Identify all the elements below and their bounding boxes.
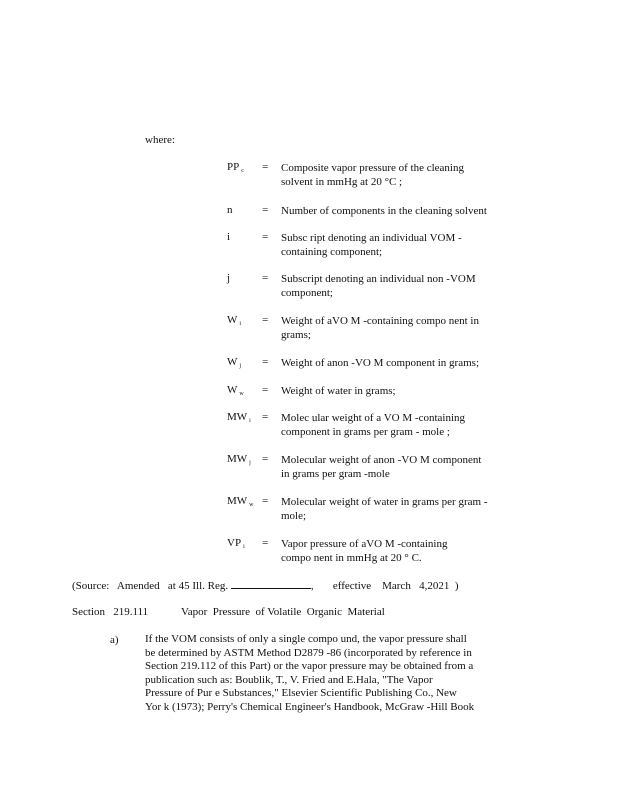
symbol-main: i (227, 231, 231, 243)
symbol-subscript: i (239, 321, 242, 327)
symbol-main: VP (227, 537, 242, 549)
definition-symbol (227, 536, 245, 555)
definition-symbol (227, 452, 251, 471)
symbol-subscript: w (239, 391, 244, 397)
definition-text: Subscript denoting an individual non -VOM component; (281, 273, 476, 299)
symbol-main: MW (227, 495, 248, 507)
definition-text: Number of components in the cleaning solvent (281, 205, 487, 217)
symbol-main: W (227, 384, 238, 396)
symbol-subscript: i (243, 544, 245, 550)
definition-text: Composite vapor pressure of the cleaning solvent in mmHg at 20 °C ; (281, 162, 464, 188)
definition-symbol (227, 271, 232, 290)
symbol-main: PP (227, 161, 240, 173)
definition-text: Molecular weight of water in grams per gram - mole; (281, 496, 488, 522)
source-note (72, 578, 459, 594)
equals-sign: = (262, 272, 269, 284)
symbol-subscript: j (249, 460, 251, 466)
definition-text: Molecular weight of anon -VO M component in grams per gram -mole (281, 454, 482, 480)
definition-text: Molec ular weight of a VO M -containing component in grams per gram - mole ; (281, 412, 466, 438)
equals-sign: = (262, 453, 269, 465)
definition-text: Weight of water in grams; (281, 385, 396, 397)
equals-sign: = (262, 161, 269, 173)
definition-symbol (227, 230, 232, 249)
definition-symbol (227, 410, 251, 429)
definition-symbol (227, 355, 241, 374)
equals-sign: = (262, 384, 269, 396)
symbol-subscript: w (249, 502, 254, 508)
symbol-subscript: i (249, 418, 251, 424)
source-suffix: , effective March 4,2021 ) (310, 580, 459, 592)
equals-sign: = (262, 495, 269, 507)
equals-sign: = (262, 204, 269, 216)
equals-sign: = (262, 411, 269, 423)
definition-symbol (227, 494, 254, 513)
section-number: Section 219.111 (72, 606, 149, 618)
definition-symbol (227, 313, 241, 332)
source-blank (231, 578, 311, 589)
where-label: where: (145, 134, 175, 146)
definition-symbol (227, 383, 244, 402)
symbol-subscript: c (241, 168, 244, 174)
definition-symbol (227, 160, 244, 179)
symbol-main: MW (227, 411, 248, 423)
item-paragraph: If the VOM consists of only a single compo und, the vapor pressure shall be determined by ASTM Method D2879 -86 (incorporated by reference in Section 219.112 of this Part) or the vapor pressure may be obtained from a publication such as: Boublik, T., V. Fried and E.Hala, "The Vapor Pressure of Pur e Substances," Elsevier Scientific Publishing Co., New Yor k (1973); Perry's Chemical Engineer's Handbook, McGraw -Hill Book (145, 633, 475, 713)
equals-sign: = (262, 356, 269, 368)
item-label: a) (110, 634, 119, 646)
definition-text: Subsc ript denoting an individual VOM - containing component; (281, 232, 462, 258)
symbol-main: MW (227, 453, 248, 465)
section-title: Vapor Pressure of Volatile Organic Material (181, 606, 385, 618)
definition-symbol (227, 203, 235, 222)
symbol-main: W (227, 356, 238, 368)
symbol-main: j (227, 272, 231, 284)
equals-sign: = (262, 231, 269, 243)
symbol-main: W (227, 314, 238, 326)
symbol-subscript: j (239, 363, 242, 369)
definition-text: Weight of anon -VO M component in grams; (281, 357, 479, 369)
definition-text: Weight of aVO M -containing compo nent in grams; (281, 315, 479, 341)
equals-sign: = (262, 537, 269, 549)
symbol-main: n (227, 204, 233, 216)
equals-sign: = (262, 314, 269, 326)
source-prefix: (Source: Amended at 45 Ill. Reg. (72, 580, 229, 592)
definition-text: Vapor pressure of aVO M -containing compo nent in mmHg at 20 ° C. (281, 538, 448, 564)
